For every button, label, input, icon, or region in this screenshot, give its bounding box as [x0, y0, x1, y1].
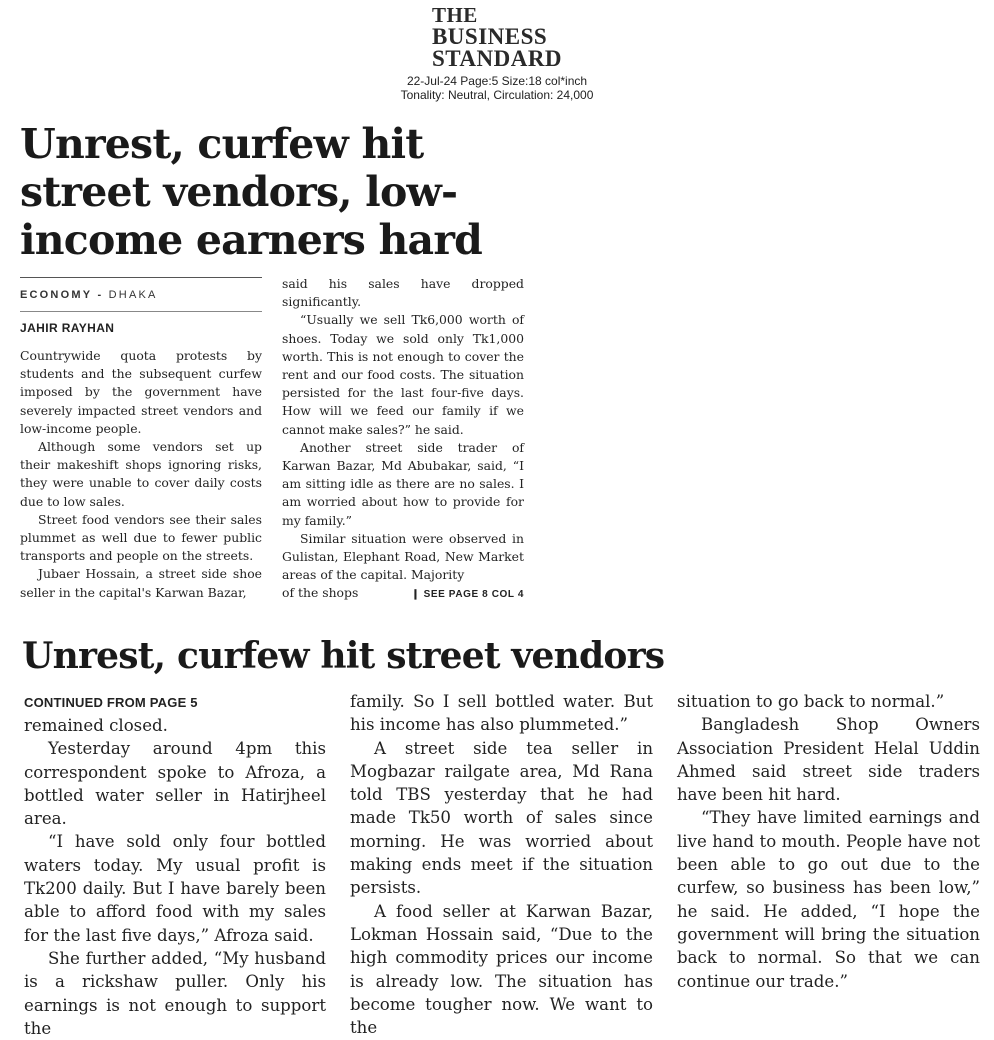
paragraph: “I have sold only four bottled waters today. My usual profit is Tk200 daily. But I have barely been able to afford food with my sales for the last five days,” Afroza said. [24, 832, 326, 945]
paragraph: She further added, “My husband is a rickshaw puller. Only his earnings is not enough to support the [24, 948, 326, 1038]
see-page-jump: ❙ SEE PAGE 8 COL 4 [411, 589, 524, 601]
paragraph: said his sales have dropped significantly. [282, 276, 524, 310]
paragraph: Bangladesh Shop Owners Association President Helal Uddin Ahmed said street side traders have been hit hard. [677, 715, 980, 805]
article-column-1 [20, 347, 262, 602]
continuation-column-1 [24, 714, 326, 1040]
continuation-headline: Unrest, curfew hit street vendors [22, 635, 665, 677]
logo-line-3: STANDARD [431, 46, 563, 71]
section-separator: - [97, 289, 104, 301]
jump-line [282, 584, 524, 604]
paragraph: Countrywide quota protests by students and the subsequent curfew imposed by the government have severely impacted street vendors and low-income people. [20, 348, 262, 436]
clip-tonality: Tonality: Neutral, Circulation: 24,000 [400, 88, 594, 102]
section-name: ECONOMY [20, 289, 93, 301]
section-label [20, 289, 158, 301]
article-headline: Unrest, curfew hit street vendors, low-income earners hard [20, 120, 482, 264]
headline-divider [20, 277, 262, 278]
paragraph: Yesterday around 4pm this correspondent spoke to Afroza, a bottled water seller in Hatirjheel area. [24, 739, 326, 829]
article-column-2 [282, 275, 524, 605]
paragraph: remained closed. [24, 716, 168, 735]
paragraph: “Usually we sell Tk6,000 worth of shoes. Today we sold only Tk1,000 worth. This is not enough to cover the rent and our food costs. The situation persisted for the last four-five days. How will we feed our family if we cannot make sales?” he said. [282, 312, 524, 437]
continuation-column-3 [677, 690, 980, 993]
section-location: DHAKA [108, 289, 158, 301]
byline: JAHIR RAYHAN [20, 321, 115, 335]
clip-info: 22-Jul-24 Page:5 Size:18 col*inch [406, 74, 588, 88]
logo-line-2: BUSINESS [431, 24, 548, 49]
paragraph: situation to go back to normal.” [677, 692, 945, 711]
paragraph-end: of the shops [282, 585, 359, 601]
newspaper-logo [432, 4, 562, 70]
paragraph: Street food vendors see their sales plummet as well due to fewer public transports and people on the streets. [20, 511, 262, 564]
paragraph: A street side tea seller in Mogbazar railgate area, Md Rana told TBS yesterday that he had made Tk50 worth of sales since morning. He was worried about making ends meet if the situation persists. [350, 738, 653, 898]
paragraph: Although some vendors set up their makeshift shops ignoring risks, they were unable to cover daily costs due to low sales. [20, 439, 262, 509]
paragraph: Another street side trader of Karwan Bazar, Md Abubakar, said, “I am sitting idle as there are no sales. I am worried about how to provide for my family.” [282, 439, 524, 528]
masthead [0, 4, 994, 102]
paragraph: “They have limited earnings and live hand to mouth. People have not been able to go out due to the curfew, so business has been low,” he said. He added, “I hope the government will bring the situation back to normal. So that we can continue our trade.” [677, 808, 980, 991]
paragraph: A food seller at Karwan Bazar, Lokman Hossain said, “Due to the high commodity prices our income is already low. The situation has become tougher now. We want to the [350, 901, 653, 1038]
paragraph: Similar situation were observed in Gulistan, Elephant Road, New Market areas of the capital. Majority [282, 530, 524, 583]
continuation-column-2 [350, 690, 653, 1039]
continued-label: CONTINUED FROM PAGE 5 [24, 695, 198, 710]
paragraph: Jubaer Hossain, a street side shoe seller in the capital's Karwan Bazar, [20, 566, 262, 600]
logo-line-1: THE [431, 3, 478, 27]
byline-divider [20, 311, 262, 312]
paragraph: family. So I sell bottled water. But his income has also plummeted.” [350, 692, 653, 735]
